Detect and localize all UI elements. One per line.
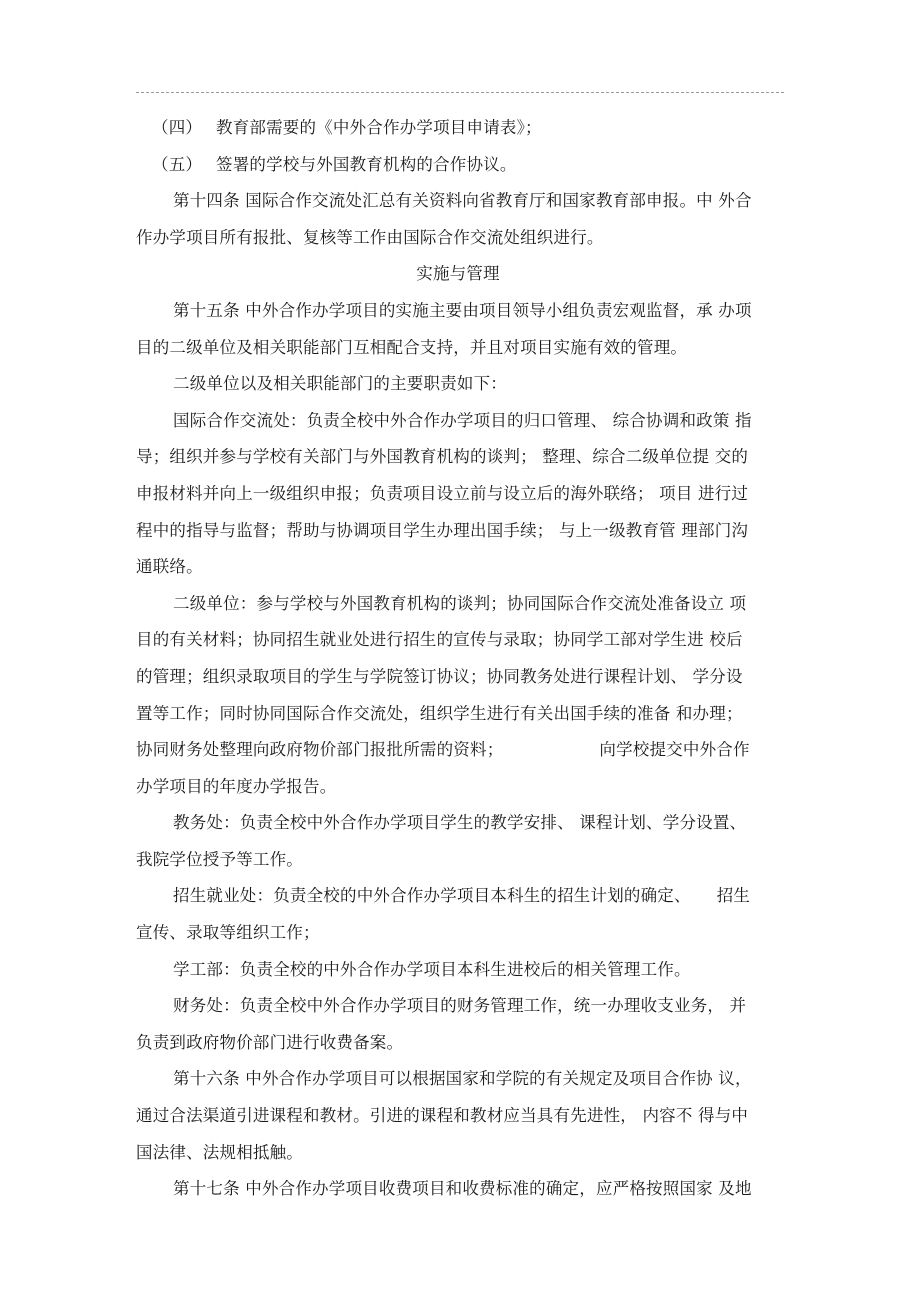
document-body (136, 110, 780, 1208)
article-16-line-2: 通过合法渠道引进课程和教材。引进的课程和教材应当具有先进性， 内容不 得与中 (136, 1106, 749, 1126)
intl-line-1: 国际合作交流处：负责全校中外合作办学项目的归口管理、 综合协调和政策 指 (173, 410, 752, 430)
unit-line-2: 目的有关材料；协同招生就业处进行招生的宣传与录取；协同学工部对学生进 校后 (136, 630, 743, 650)
unit-line-5 (136, 732, 780, 769)
article-15 (136, 293, 780, 366)
list-item-text: 教育部需要的《中外合作办学项目申请表》； (216, 118, 542, 137)
unit-line-5-part-b: 向学校提交中外合作 (599, 740, 750, 760)
unit-line-4: 置等工作；同时协同国际合作交流处，组织学生进行有关出国手续的准备 和办理； (136, 703, 743, 723)
intl-line-5: 通联络。 (136, 557, 203, 577)
intl-line-2: 导；组织并参与学校有关部门与外国教育机构的谈判； 整理、综合二级单位提 交的 (136, 447, 749, 467)
intl-line-4: 程中的指导与监督；帮助与协调项目学生办理出国手续； 与上一级教育管 理部门沟 (136, 520, 749, 540)
article-14-line-2: 作办学项目所有报批、复核等工作由国际合作交流处组织进行。 (136, 227, 604, 247)
finance-office-duties (136, 988, 780, 1061)
finance-line-1: 财务处：负责全校中外合作办学项目的财务管理工作，统一办理收支业务， 并 (173, 996, 747, 1016)
intl-line-3: 申报材料并向上一级组织申报；负责项目设立前与设立后的海外联络； 项目 进行过 (136, 483, 749, 503)
article-17 (136, 1171, 780, 1208)
list-item-4 (136, 110, 780, 147)
unit-line-1: 二级单位：参与学校与外国教育机构的谈判；协同国际合作交流处准备设立 项 (173, 593, 747, 613)
student-affairs-duties (136, 952, 780, 989)
article-16-line-3: 国法律、法规相抵触。 (136, 1142, 303, 1162)
article-15-line-2: 目的二级单位及相关职能部门互相配合支持，并且对项目实施有效的管理。 (136, 337, 688, 357)
admission-office-duties (136, 878, 780, 951)
admission-line-1-part-b: 招生 (716, 886, 751, 906)
article-16 (136, 1061, 780, 1171)
unit-line-3: 的管理；组织录取项目的学生与学院签订协议；协同教务处进行课程计划、 学分设 (136, 666, 743, 686)
list-item-number: （四） (152, 118, 203, 137)
list-item-number: （五） (152, 154, 203, 174)
finance-line-2: 负责到政府物价部门进行收费备案。 (136, 1032, 404, 1052)
article-17-line-1: 第十七条 中外合作办学项目收费项目和收费标准的确定，应严格按照国家 及地 (173, 1179, 752, 1199)
intl-office-duties (136, 403, 780, 586)
admission-line-1-part-a: 招生就业处：负责全校的中外合作办学项目本科生的招生计划的确定、 (173, 886, 691, 906)
list-item-5 (136, 147, 780, 184)
academic-line-1: 教务处：负责全校中外合作办学项目学生的教学安排、 课程计划、学分设置、 (173, 813, 747, 833)
student-line-1: 学工部：负责全校的中外合作办学项目本科生进校后的相关管理工作。 (173, 959, 691, 979)
academic-affairs-duties (136, 805, 780, 878)
article-14-line-1: 第十四条 国际合作交流处汇总有关资料向省教育厅和国家教育部申报。中 外合 (173, 191, 752, 211)
unit-line-6: 办学项目的年度办学报告。 (136, 776, 337, 796)
article-14 (136, 183, 780, 256)
admission-line-1 (136, 878, 780, 915)
admission-line-2: 宣传、录取等组织工作； (136, 923, 320, 943)
academic-line-2: 我院学位授予等工作。 (136, 849, 303, 869)
article-16-line-1: 第十六条 中外合作办学项目可以根据国家和学院的有关规定及项目合作协 议， (173, 1069, 752, 1089)
duties-intro: 二级单位以及相关职能部门的主要职责如下： (173, 374, 507, 394)
unit-line-5-part-a: 协同财务处整理向政府物价部门报批所需的资料； (136, 740, 504, 760)
header-rule (136, 92, 784, 93)
list-item-text: 签署的学校与外国教育机构的合作协议。 (216, 154, 517, 174)
secondary-unit-duties (136, 586, 780, 806)
article-15-line-1: 第十五条 中外合作办学项目的实施主要由项目领导小组负责宏观监督，承 办项 (173, 300, 752, 320)
section-heading: 实施与管理 (416, 264, 500, 284)
